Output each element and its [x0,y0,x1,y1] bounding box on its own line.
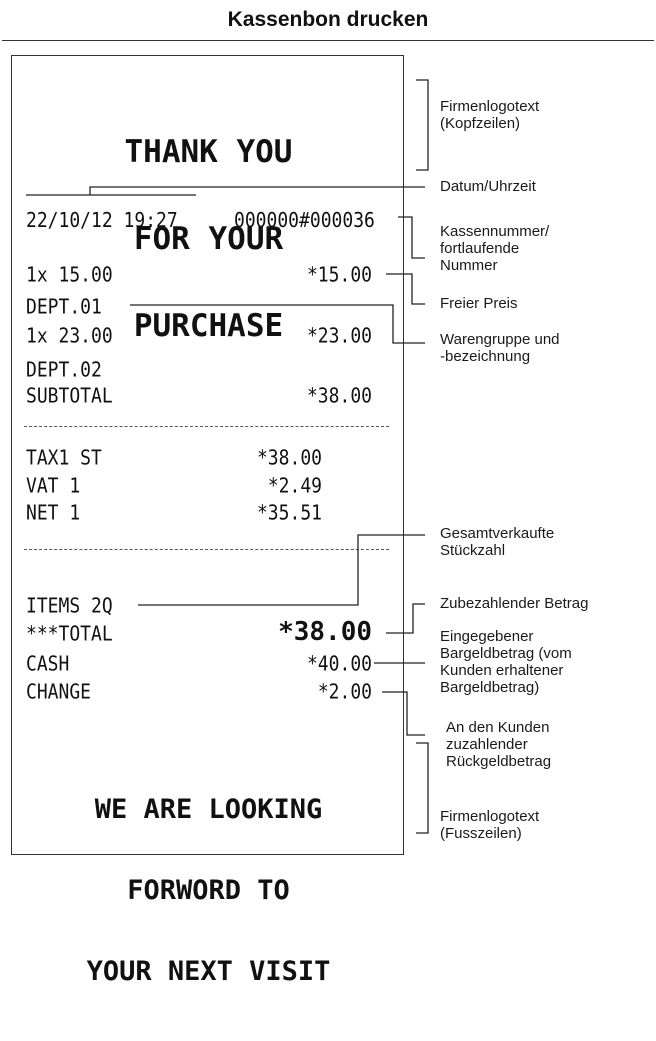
item1-quantity: 1x 15.00 [26,263,113,288]
callout-register [398,217,425,258]
callout-items [138,535,425,605]
label-logo-footer: Firmenlogotext (Fusszeilen) [440,808,540,842]
label-items-sold: Gesamtverkaufte Stückzahl [440,525,555,559]
subtotal-amount: *38.00 [306,384,372,409]
cash-label: CASH [26,652,70,677]
tax-label: TAX1 ST [26,446,102,471]
callout-amount-due [386,604,425,633]
label-cash-entered: Eingegebener Bargeldbetrag (vom Kunden erhaltener Bargeldbetrag) [440,628,572,696]
item1-amount: *15.00 [306,263,372,288]
footer-line-2: FORWORD TO [127,875,290,906]
subtotal-label: SUBTOTAL [26,384,113,409]
net-label: NET 1 [26,501,81,526]
item2-department: DEPT.02 [26,358,102,383]
header-line-3: PURCHASE [133,308,284,344]
header-line-2: FOR YOUR [133,221,284,257]
change-amount: *2.00 [317,680,372,705]
receipt-datetime: 22/10/12 19:27 [26,209,178,233]
item2-quantity: 1x 23.00 [26,324,113,349]
page-title: Kassenbon drucken [227,8,429,31]
callout-free-price [386,274,425,304]
label-free-price: Freier Preis [440,295,518,312]
callout-logo-footer [416,743,428,833]
change-label: CHANGE [26,680,92,705]
total-amount: *38.00 [278,617,372,647]
label-amount-due: Zubezahlender Betrag [440,595,589,612]
callout-logo-header [416,80,428,170]
callout-dept [130,305,425,343]
item2-amount: *23.00 [306,324,372,349]
label-logo-header: Firmenlogotext (Kopfzeilen) [440,98,540,132]
footer-line-3: YOUR NEXT VISIT [86,956,331,987]
tax-amount: *38.00 [256,446,322,471]
vat-amount: *2.49 [267,474,322,499]
total-label: ***TOTAL [26,622,113,647]
items-count: ITEMS 2Q [26,594,113,619]
net-amount: *35.51 [256,501,322,526]
footer-line-1: WE ARE LOOKING [94,794,323,825]
cash-amount: *40.00 [306,652,372,677]
callout-datetime [90,187,425,195]
label-datetime: Datum/Uhrzeit [440,178,536,195]
receipt-register-number: 000000#000036 [234,209,375,233]
header-line-1: THANK YOU [124,134,293,170]
label-register: Kassennummer/ fortlaufende Nummer [440,223,550,274]
label-change: An den Kunden zuzahlender Rückgeldbetrag [446,719,552,770]
vat-label: VAT 1 [26,474,81,499]
item1-department: DEPT.01 [26,295,102,320]
callout-change [382,692,425,735]
label-dept: Warengruppe und -bezeichnung [440,331,560,365]
